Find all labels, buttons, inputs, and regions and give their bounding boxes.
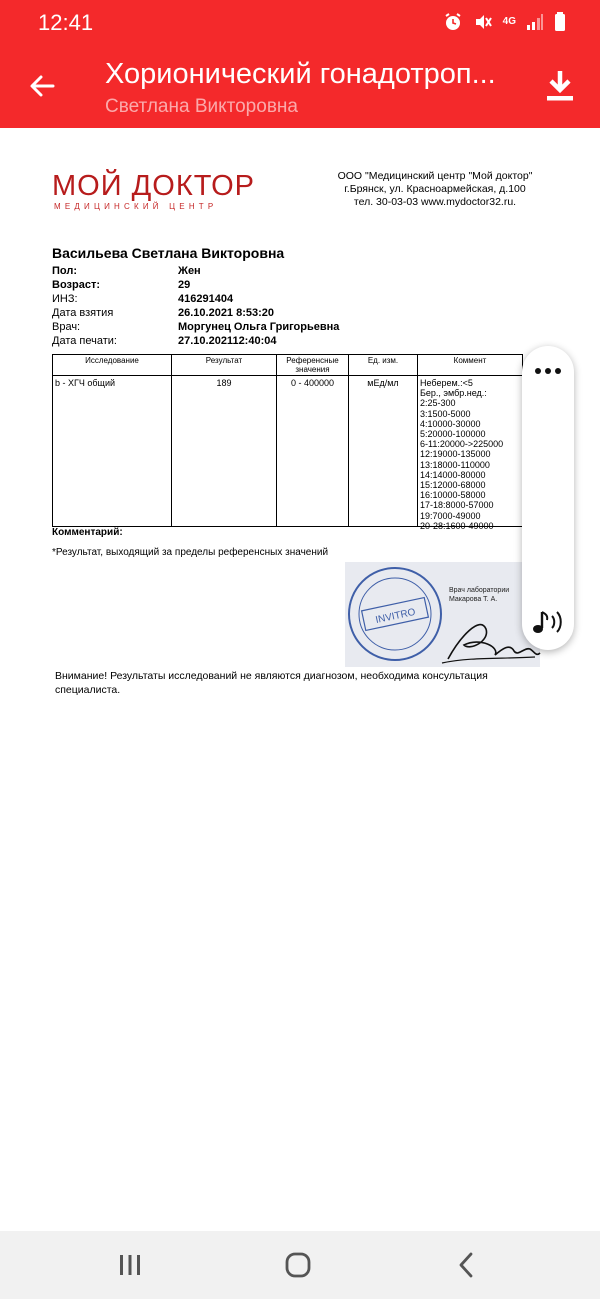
alarm-icon (443, 12, 463, 32)
disclaimer-warning: Внимание! Результаты исследований не являются диагнозом, необходима консультация специалиста. (55, 670, 488, 696)
field-value: Жен (178, 265, 201, 277)
reference-cell: 0 - 400000 (277, 376, 349, 527)
comment-label: Комментарий: (52, 527, 123, 538)
comment-line: Бер., эмбр.нед.: (420, 388, 487, 399)
comment-line: 12:19000-135000 (420, 449, 491, 460)
lab-stamp-signature (345, 562, 540, 667)
result-cell: 189 (172, 376, 277, 527)
signal-icon (526, 13, 544, 31)
seal-image (345, 562, 450, 667)
page-title: Хорионический гонадотроп... (105, 58, 496, 90)
column-header: Результат (172, 355, 277, 376)
comment-cell (418, 376, 523, 531)
field-value: 29 (178, 279, 191, 291)
system-nav-bar (0, 1231, 600, 1299)
comment-line: 2:25-300 (420, 398, 456, 409)
comment-line: 16:10000-58000 (420, 490, 486, 501)
home-button[interactable] (278, 1249, 318, 1281)
music-sound-icon (530, 606, 570, 638)
field-label: Пол: (52, 265, 78, 277)
svg-text:INVITRO: INVITRO (374, 606, 417, 627)
comment-line: 14:14000-80000 (420, 469, 486, 480)
more-dot (555, 368, 561, 374)
recents-button[interactable] (110, 1249, 150, 1281)
signer-info (449, 586, 509, 604)
app-bar (0, 0, 600, 128)
comment-line: 17-18:8000-57000 (420, 500, 494, 511)
more-dot (535, 368, 541, 374)
back-button[interactable] (22, 66, 62, 106)
organization-info (320, 170, 550, 209)
field-value: 27.10.202112:40:04 (178, 335, 277, 347)
field-label: Дата взятия (52, 307, 114, 319)
clinic-logo: МОЙ ДОКТОР (52, 170, 256, 202)
document-view[interactable] (0, 150, 600, 695)
comment-line: 15:12000-68000 (420, 480, 486, 491)
download-icon (544, 69, 576, 103)
battery-icon (554, 12, 566, 32)
recents-icon (118, 1253, 142, 1277)
signer-name: Макарова Т. А. (449, 596, 498, 603)
floating-tool-panel (522, 346, 574, 650)
clinic-logo-tagline: МЕДИЦИНСКИЙ ЦЕНТР (54, 202, 218, 211)
comment-line: 13:18000-110000 (420, 459, 490, 470)
field-value: 416291404 (178, 293, 234, 305)
column-header: Референсные значения (277, 355, 349, 376)
patient-name: Васильева Светлана Викторовна (52, 245, 285, 261)
comment-line: 19:7000-49000 (420, 510, 481, 521)
download-button[interactable] (538, 64, 582, 108)
home-icon (284, 1251, 312, 1279)
status-time: 12:41 (38, 10, 94, 35)
more-options-button[interactable] (530, 358, 566, 384)
network-type: 4G (502, 16, 516, 27)
column-header: Коммент (418, 355, 523, 376)
comment-line: 5:20000-100000 (420, 429, 486, 440)
field-value: 26.10.2021 8:53:20 (178, 307, 275, 319)
field-label: Врач: (52, 321, 81, 333)
table-header (53, 355, 523, 376)
field-label: ИНЗ: (52, 293, 78, 305)
comment-line: 6-11:20000->225000 (420, 439, 504, 450)
page-subtitle: Светлана Викторовна (105, 96, 298, 117)
field-value: Моргунец Ольга Григорьевна (178, 321, 340, 333)
column-header: Исследование (53, 355, 172, 376)
comment-line: 20-28:1600-49000 (420, 520, 494, 531)
chevron-left-icon (454, 1251, 478, 1279)
test-name-cell: b - ХГЧ общий (53, 376, 172, 527)
mute-icon (473, 12, 493, 32)
results-table (52, 354, 523, 531)
field-label: Возраст: (52, 279, 100, 291)
comment-line: 3:1500-5000 (420, 408, 471, 419)
status-icons (443, 12, 566, 32)
signer-title: Врач лаборатории (449, 587, 510, 594)
footnote: *Результат, выходящий за пределы референсных значений (52, 547, 329, 558)
more-dot (545, 368, 551, 374)
back-nav-button[interactable] (446, 1249, 486, 1281)
column-header: Ед. изм. (349, 355, 418, 376)
read-aloud-button[interactable] (530, 606, 570, 638)
org-line-2: г.Брянск, ул. Красноармейская, д.100 (344, 183, 526, 195)
unit-cell: мЕд/мл (349, 376, 418, 527)
comment-line: Неберем.:<5 (420, 378, 473, 388)
org-line-1: ООО "Медицинский центр "Мой доктор" (337, 170, 533, 182)
comment-line: 4:10000-30000 (420, 418, 481, 429)
table-row (53, 376, 523, 527)
org-line-3: тел. 30-03-03 www.mydoctor32.ru. (353, 196, 517, 208)
arrow-left-icon (28, 72, 56, 100)
field-label: Дата печати: (52, 335, 117, 347)
